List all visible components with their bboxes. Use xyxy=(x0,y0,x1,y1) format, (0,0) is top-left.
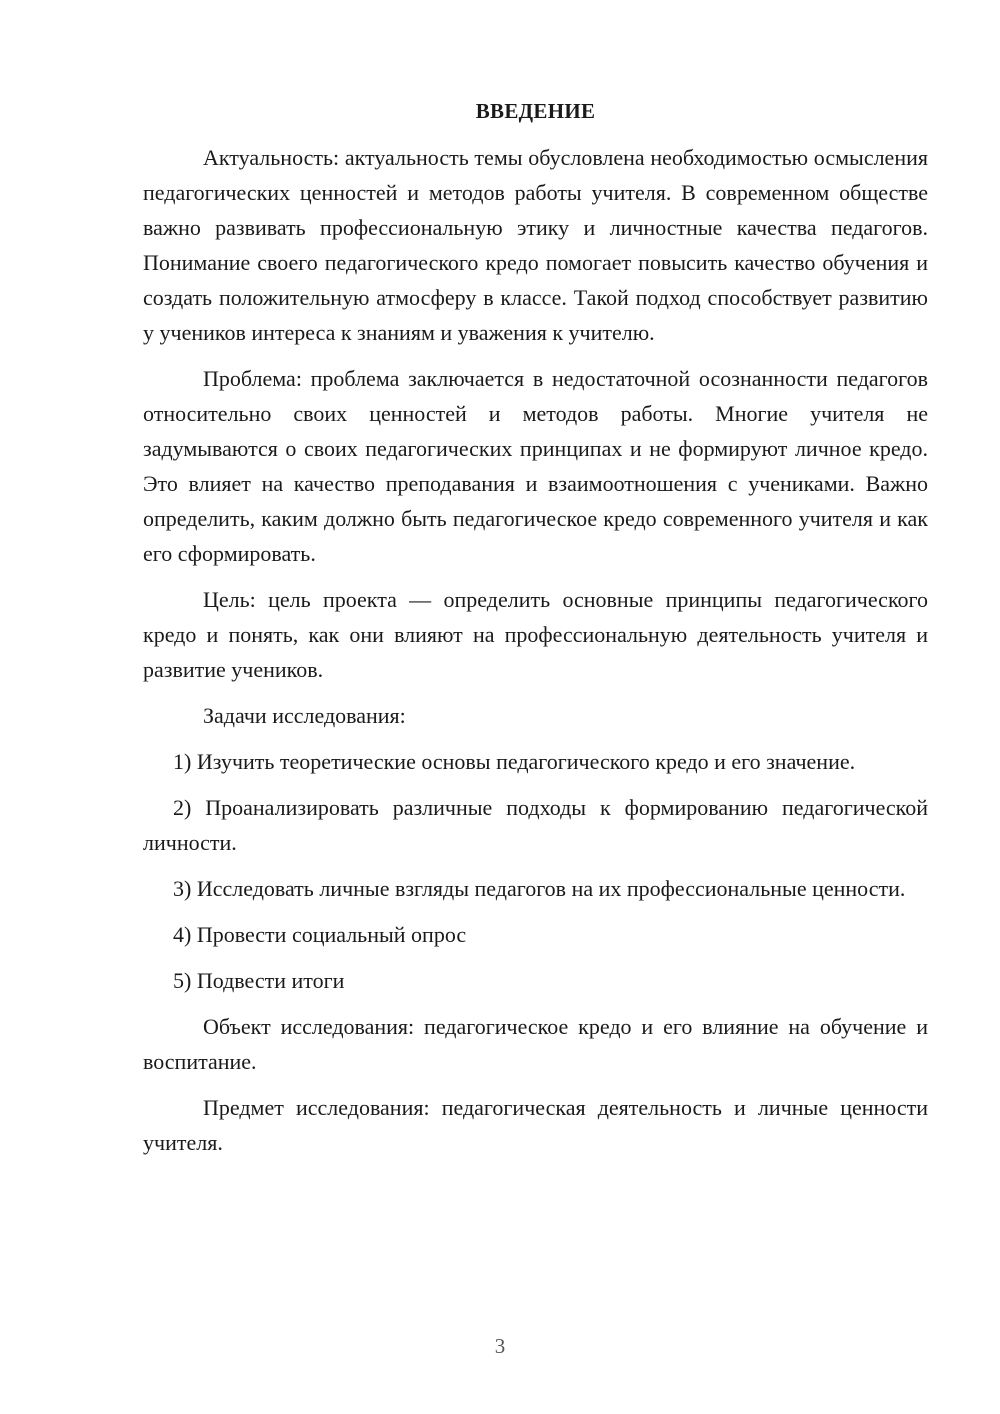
paragraph-object: Объект исследования: педагогическое кредо и его влияние на обучение и воспитание. xyxy=(143,1014,928,1074)
paragraph-goal: Цель: цель проекта — определить основные принципы педагогического кредо и понять, как они влияют на профессиональную деятельность учителя и развитие учеников. xyxy=(143,587,928,682)
paragraph-problem: Проблема: проблема заключается в недостаточной осознанности педагогов относительно своих ценностей и методов работы. Многие учителя не задумываются о своих педагогических принципах и не формируют личное кредо. Это влияет на качество преподавания и взаимоотношения с учениками. Важно определить, каким должно быть педагогическое кредо современного учителя и как его сформировать. xyxy=(143,366,928,566)
task-item-3: 3) Исследовать личные взгляды педагогов на их профессиональные ценности. xyxy=(173,876,906,901)
paragraph-relevance: Актуальность: актуальность темы обусловлена необходимостью осмысления педагогических ценностей и методов работы учителя. В современном обществе важно развивать профессиональную этику и личностные качества педагогов. Понимание своего педагогического кредо помогает повысить качество обучения и создать положительную атмосферу в классе. Такой подход способствует развитию у учеников интереса к знаниям и уважения к учителю. xyxy=(143,145,928,345)
section-heading: ВВЕДЕНИЕ xyxy=(475,99,596,123)
paragraph-subject: Предмет исследования: педагогическая деятельность и личные ценности учителя. xyxy=(143,1095,928,1155)
task-item-4: 4) Провести социальный опрос xyxy=(173,922,467,947)
page-number: 3 xyxy=(494,1334,506,1358)
task-item-1: 1) Изучить теоретические основы педагогического кредо и его значение. xyxy=(173,749,856,774)
task-item-2: 2) Проанализировать различные подходы к формированию педагогической личности. xyxy=(143,795,928,855)
paragraph-tasks-title: Задачи исследования: xyxy=(203,703,406,728)
task-item-5: 5) Подвести итоги xyxy=(173,968,345,993)
document-body xyxy=(143,97,928,1171)
